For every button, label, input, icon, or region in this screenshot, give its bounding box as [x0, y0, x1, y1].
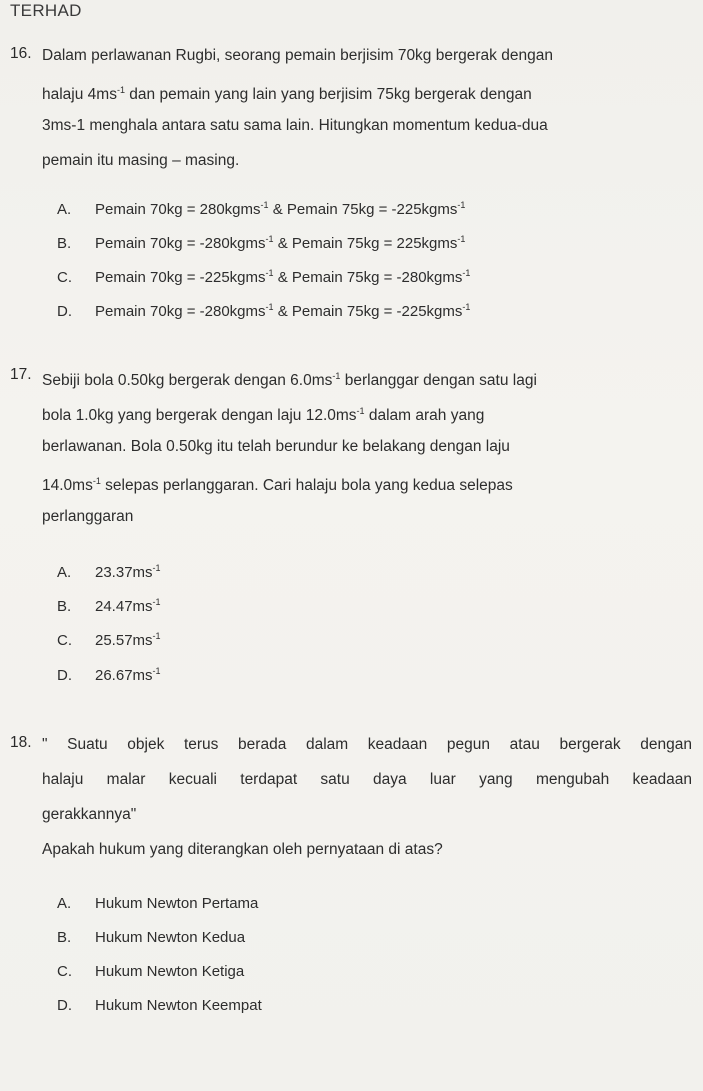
question-17-line-4: $14.0ms^{-1}$ selepas perlanggaran. Cari halaju bola yang kedua selepas	[42, 476, 513, 494]
question-18-option-b: B. Hukum Newton Kedua	[57, 929, 246, 946]
question-16-line-4: pemain itu masing – masing.	[42, 152, 240, 169]
question-17-option-b: B. $24.47ms^{-1}$	[57, 597, 161, 615]
question-16-option-a: A. Pemain 70kg = 280kgms$^{-1}$ & Pemain 75kg = -225kgms$^{-1}$	[57, 200, 466, 218]
question-16-option-b: B. Pemain 70kg = -280kgms$^{-1}$ & Pemain 75kg = 225kgms$^{-1}$	[57, 234, 466, 252]
question-16-line-2: halaju $4ms^{-1}$ dan pemain yang lain yang berjisim 75kg bergerak dengan	[42, 85, 532, 103]
question-16-line-1: Dalam perlawanan Rugbi, seorang pemain berjisim 70kg bergerak dengan	[42, 47, 553, 64]
question-17-option-d: D. $26.67ms^{-1}$	[57, 666, 161, 684]
question-17-line-3: berlawanan. Bola 0.50kg itu telah berundur ke belakang dengan laju	[42, 438, 510, 455]
question-18-line-4: Apakah hukum yang diterangkan oleh pernyataan di atas?	[42, 841, 443, 858]
question-16-option-c: C. Pemain 70kg = -225kgms$^{-1}$ & Pemain 75kg = -280kgms$^{-1}$	[57, 268, 471, 286]
question-17-number: 17.	[10, 366, 32, 383]
question-18-number: 18.	[10, 734, 32, 751]
question-17-option-a: A. $23.37ms^{-1}$	[57, 563, 161, 581]
question-17-line-1: Sebiji bola 0.50kg bergerak dengan $6.0ms^{-1}$ berlanggar dengan satu lagi	[42, 371, 537, 389]
question-18-line-3: gerakkannya"	[42, 806, 137, 823]
question-16-line-3: 3ms-1 menghala antara satu sama lain. Hitungkan momentum kedua-dua	[42, 117, 548, 134]
question-18-option-c: C. Hukum Newton Ketiga	[57, 963, 245, 980]
question-18-line-2: halaju malar kecuali terdapat satu daya luar yang mengubah keadaan	[42, 771, 692, 788]
question-17-line-5: perlanggaran	[42, 508, 134, 525]
question-18-option-a: A. Hukum Newton Pertama	[57, 895, 259, 912]
restricted-header: TERHAD	[10, 1, 82, 20]
question-16-number: 16.	[10, 45, 32, 62]
question-18-line-1: " Suatu objek terus berada dalam keadaan pegun atau bergerak dengan	[42, 736, 692, 753]
question-17-option-c: C. $25.57ms^{-1}$	[57, 631, 161, 649]
question-17-line-2: bola 1.0kg yang bergerak dengan laju $12.0ms^{-1}$ dalam arah yang	[42, 406, 485, 424]
question-16-option-d: D. Pemain 70kg = -280kgms$^{-1}$ & Pemain 75kg = -225kgms$^{-1}$	[57, 302, 471, 320]
question-18-option-d: D. Hukum Newton Keempat	[57, 997, 262, 1014]
